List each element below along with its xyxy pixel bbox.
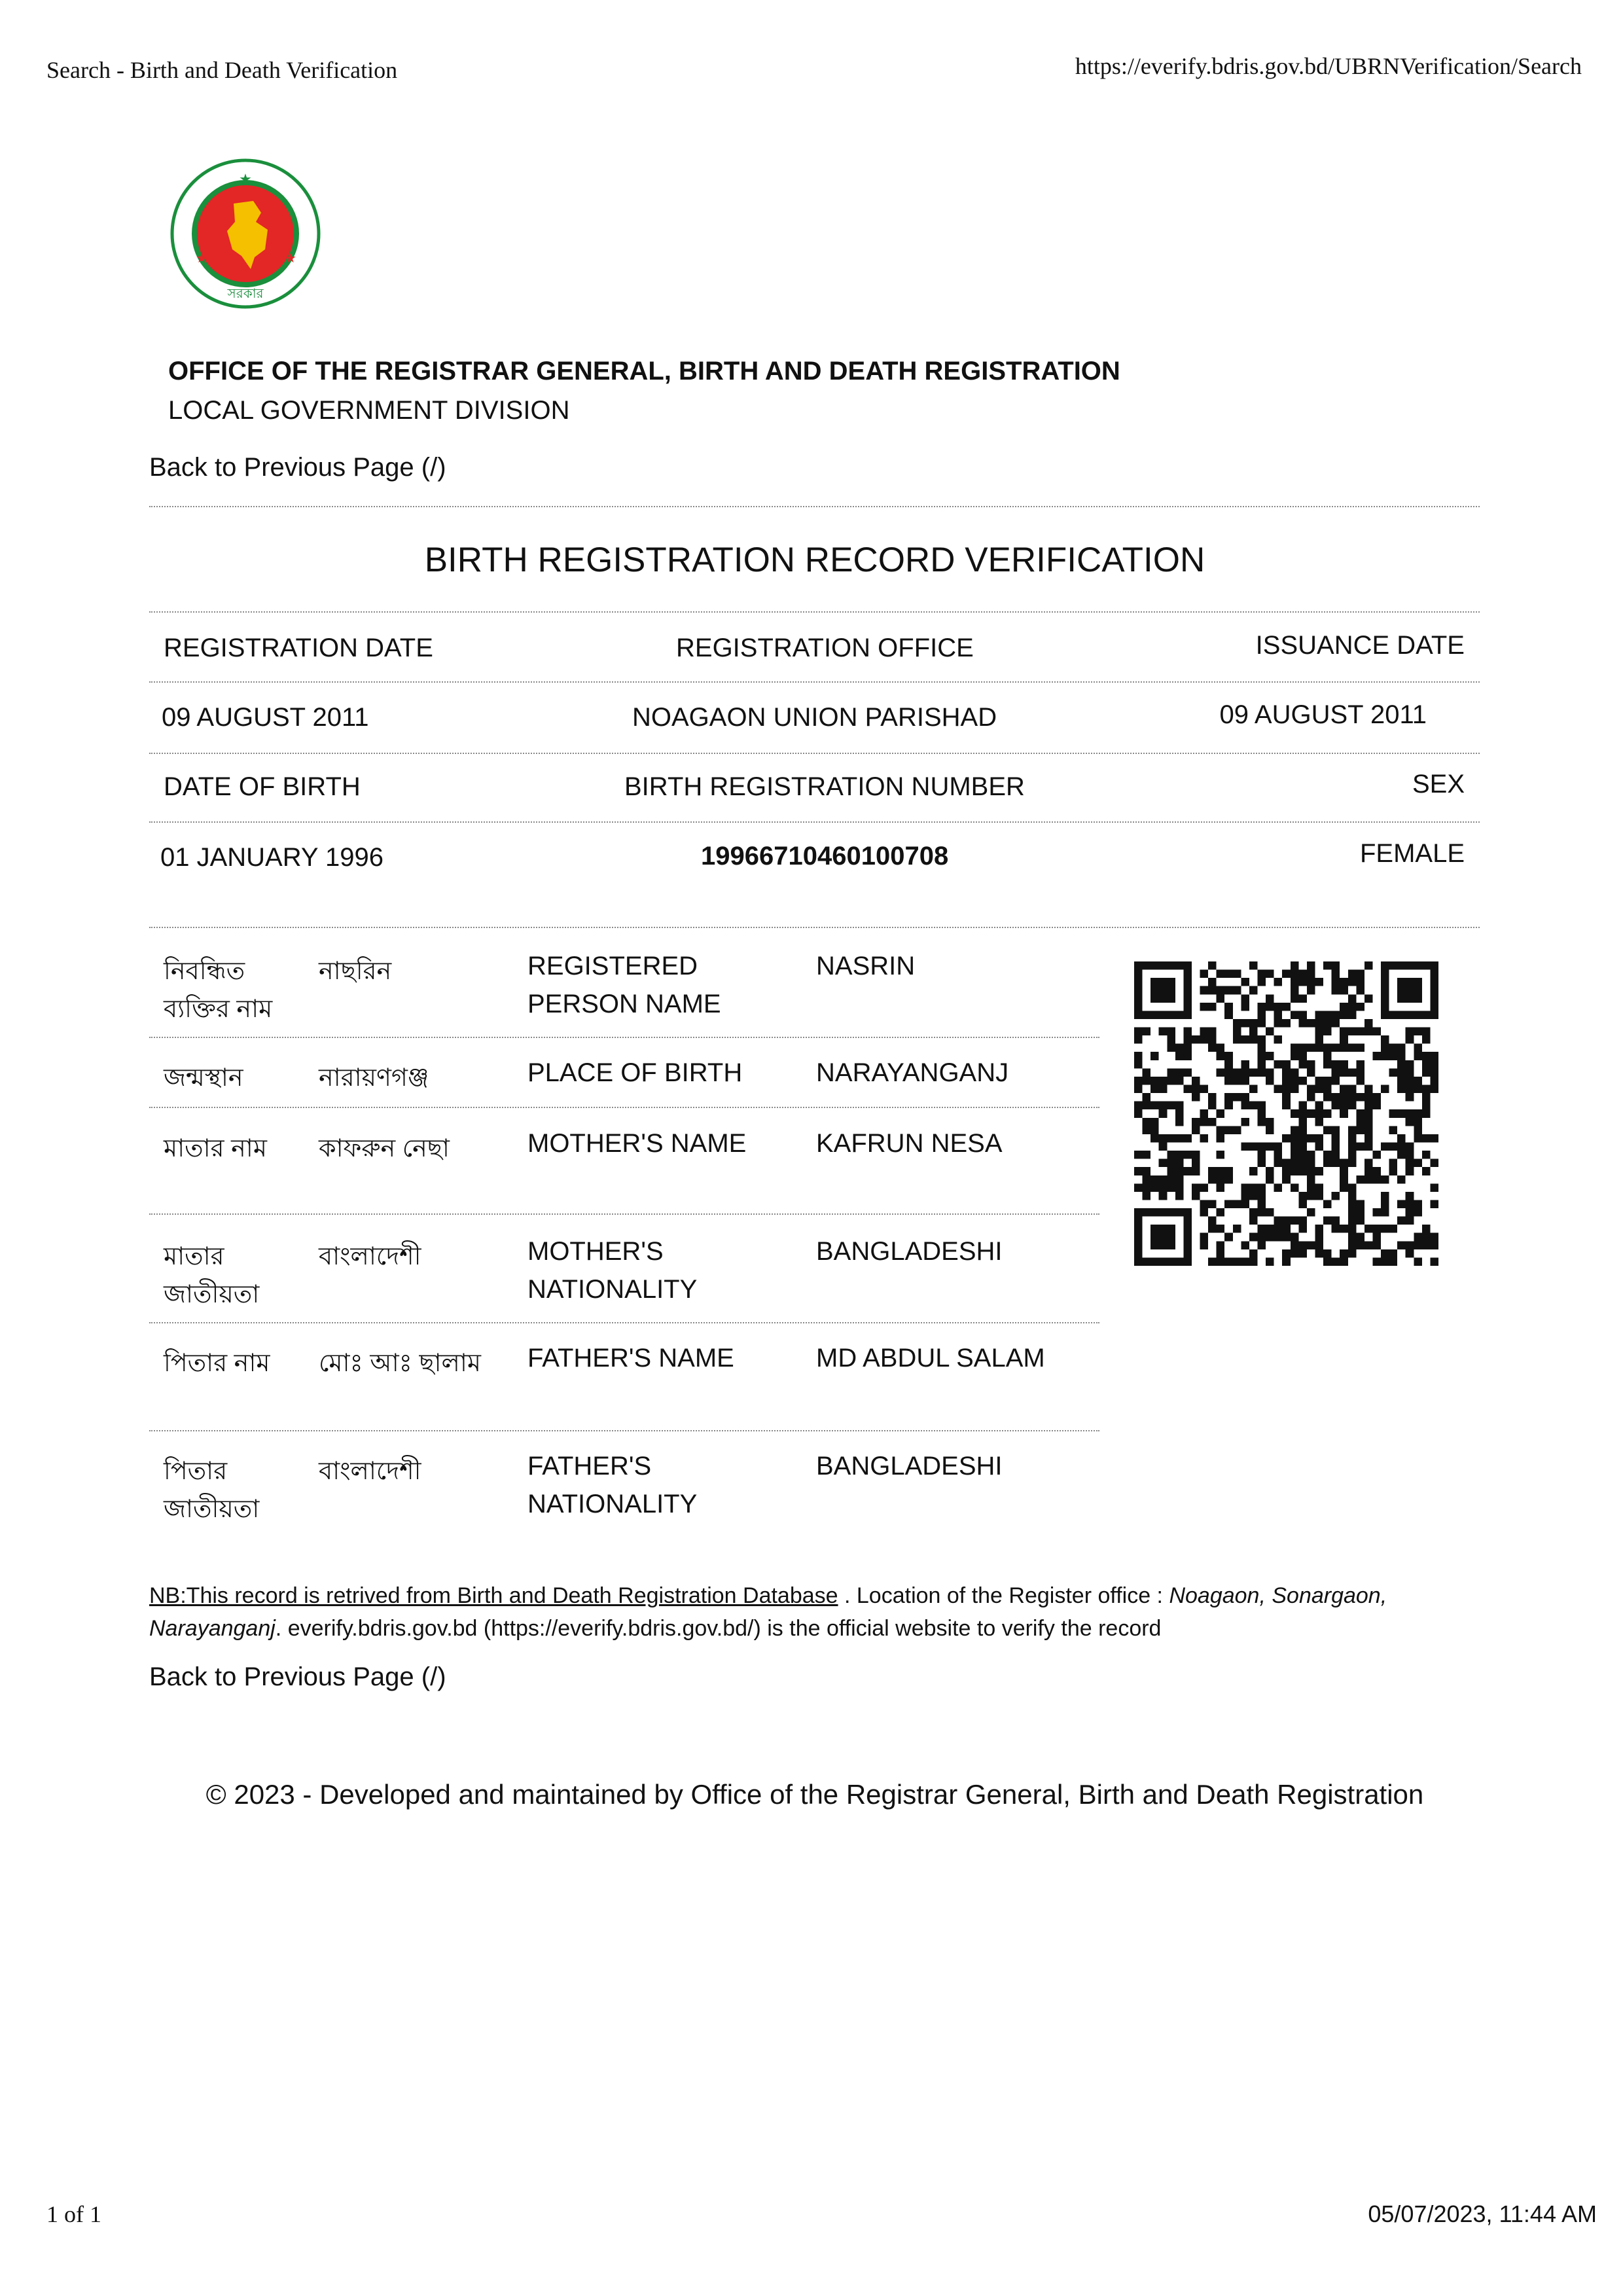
english-label: NATIONALITY <box>527 1275 698 1304</box>
registration-date-label: REGISTRATION DATE <box>164 634 433 662</box>
bengali-value: মোঃ আঃ ছালাম <box>319 1350 481 1377</box>
bengali-label: মাতার <box>164 1243 224 1270</box>
date-of-birth-label: DATE OF BIRTH <box>164 772 361 801</box>
government-seal-logo <box>169 158 321 310</box>
location-prefix: . Location of the Register office : <box>838 1583 1169 1608</box>
svg-text:★: ★ <box>239 171 252 188</box>
english-label: PLACE OF BIRTH <box>527 1058 743 1087</box>
print-url: https://everify.bdris.gov.bd/UBRNVerification/Search <box>1075 53 1582 79</box>
svg-text:★: ★ <box>285 250 296 266</box>
back-to-previous-link[interactable]: Back to Previous Page (/) <box>149 453 446 482</box>
english-value: NARAYANGANJ <box>816 1058 1009 1087</box>
back-to-previous-link-bottom[interactable]: Back to Previous Page (/) <box>149 1662 446 1691</box>
official-website-note: . everify.bdris.gov.bd (https://everify.bdris.gov.bd/) is the official website to verify the record <box>275 1616 1162 1641</box>
english-value: BANGLADESHI <box>816 1452 1003 1480</box>
divider <box>149 753 1480 754</box>
database-note-link[interactable]: NB:This record is retrived from Birth and Death Registration Database <box>149 1583 838 1608</box>
english-label: MOTHER'S NAME <box>527 1129 747 1158</box>
sex-label: SEX <box>1412 770 1465 798</box>
bengali-value: কাফরুন নেছা <box>319 1135 450 1162</box>
date-of-birth-value: 01 JANUARY 1996 <box>160 843 383 872</box>
verification-qr-code <box>1134 961 1438 1266</box>
divider <box>149 927 1480 928</box>
svg-text:সরকার: সরকার <box>227 285 264 301</box>
bengali-label: ব্যক্তির নাম <box>164 996 273 1023</box>
bengali-label: নিবন্ধিত <box>164 958 245 985</box>
bengali-value: নারায়ণগঞ্জ <box>319 1064 429 1092</box>
registration-office-value: NOAGAON UNION PARISHAD <box>632 703 997 732</box>
english-label: FATHER'S NAME <box>527 1344 734 1372</box>
divider <box>149 611 1480 613</box>
bengali-label: মাতার নাম <box>164 1135 267 1162</box>
sex-value: FEMALE <box>1359 839 1465 868</box>
registration-office-label: REGISTRATION OFFICE <box>676 634 974 662</box>
bengali-value: নাছরিন <box>319 958 392 985</box>
divider <box>149 1037 1099 1038</box>
bengali-value: বাংলাদেশী <box>319 1458 421 1485</box>
english-value: BANGLADESHI <box>816 1237 1003 1266</box>
record-title: BIRTH REGISTRATION RECORD VERIFICATION <box>424 541 1205 579</box>
copyright: © 2023 - Developed and maintained by Office of the Registrar General, Birth and Death Registration <box>205 1779 1424 1810</box>
bengali-label: পিতার নাম <box>164 1350 270 1377</box>
english-label: MOTHER'S <box>527 1237 664 1266</box>
office-heading: OFFICE OF THE REGISTRAR GENERAL, BIRTH AND DEATH REGISTRATION <box>168 357 1120 386</box>
brn-value: 19966710460100708 <box>701 842 949 870</box>
bengali-label: জাতীয়তা <box>164 1496 260 1523</box>
divider <box>149 1430 1099 1431</box>
bengali-label: পিতার <box>164 1458 228 1485</box>
divider <box>149 821 1480 823</box>
svg-text:★: ★ <box>196 250 207 266</box>
divider <box>149 1213 1099 1215</box>
print-timestamp: 05/07/2023, 11:44 AM <box>1368 2200 1597 2227</box>
divider <box>149 506 1480 507</box>
english-value: MD ABDUL SALAM <box>816 1344 1045 1372</box>
issuance-date-value: 09 AUGUST 2011 <box>1219 700 1427 729</box>
divider <box>149 681 1480 683</box>
brn-label: BIRTH REGISTRATION NUMBER <box>624 772 1025 801</box>
print-page-count: 1 of 1 <box>46 2201 101 2227</box>
english-value: NASRIN <box>816 952 916 980</box>
bengali-value: বাংলাদেশী <box>319 1243 421 1270</box>
record-note <box>149 1579 1491 1645</box>
division-heading: LOCAL GOVERNMENT DIVISION <box>168 396 570 425</box>
english-label: NATIONALITY <box>527 1490 698 1518</box>
issuance-date-label: ISSUANCE DATE <box>1255 631 1465 660</box>
bengali-label: জাতীয়তা <box>164 1281 260 1308</box>
divider <box>149 1322 1099 1323</box>
divider <box>149 1107 1099 1108</box>
register-office-location: Noagaon, Sonargaon, Narayanganj <box>149 1583 1387 1641</box>
registration-date-value: 09 AUGUST 2011 <box>162 703 369 732</box>
english-label: REGISTERED <box>527 952 698 980</box>
print-page-title: Search - Birth and Death Verification <box>46 57 398 83</box>
english-label: FATHER'S <box>527 1452 652 1480</box>
english-value: KAFRUN NESA <box>816 1129 1003 1158</box>
bengali-label: জন্মস্থান <box>164 1064 243 1092</box>
english-label: PERSON NAME <box>527 990 721 1018</box>
